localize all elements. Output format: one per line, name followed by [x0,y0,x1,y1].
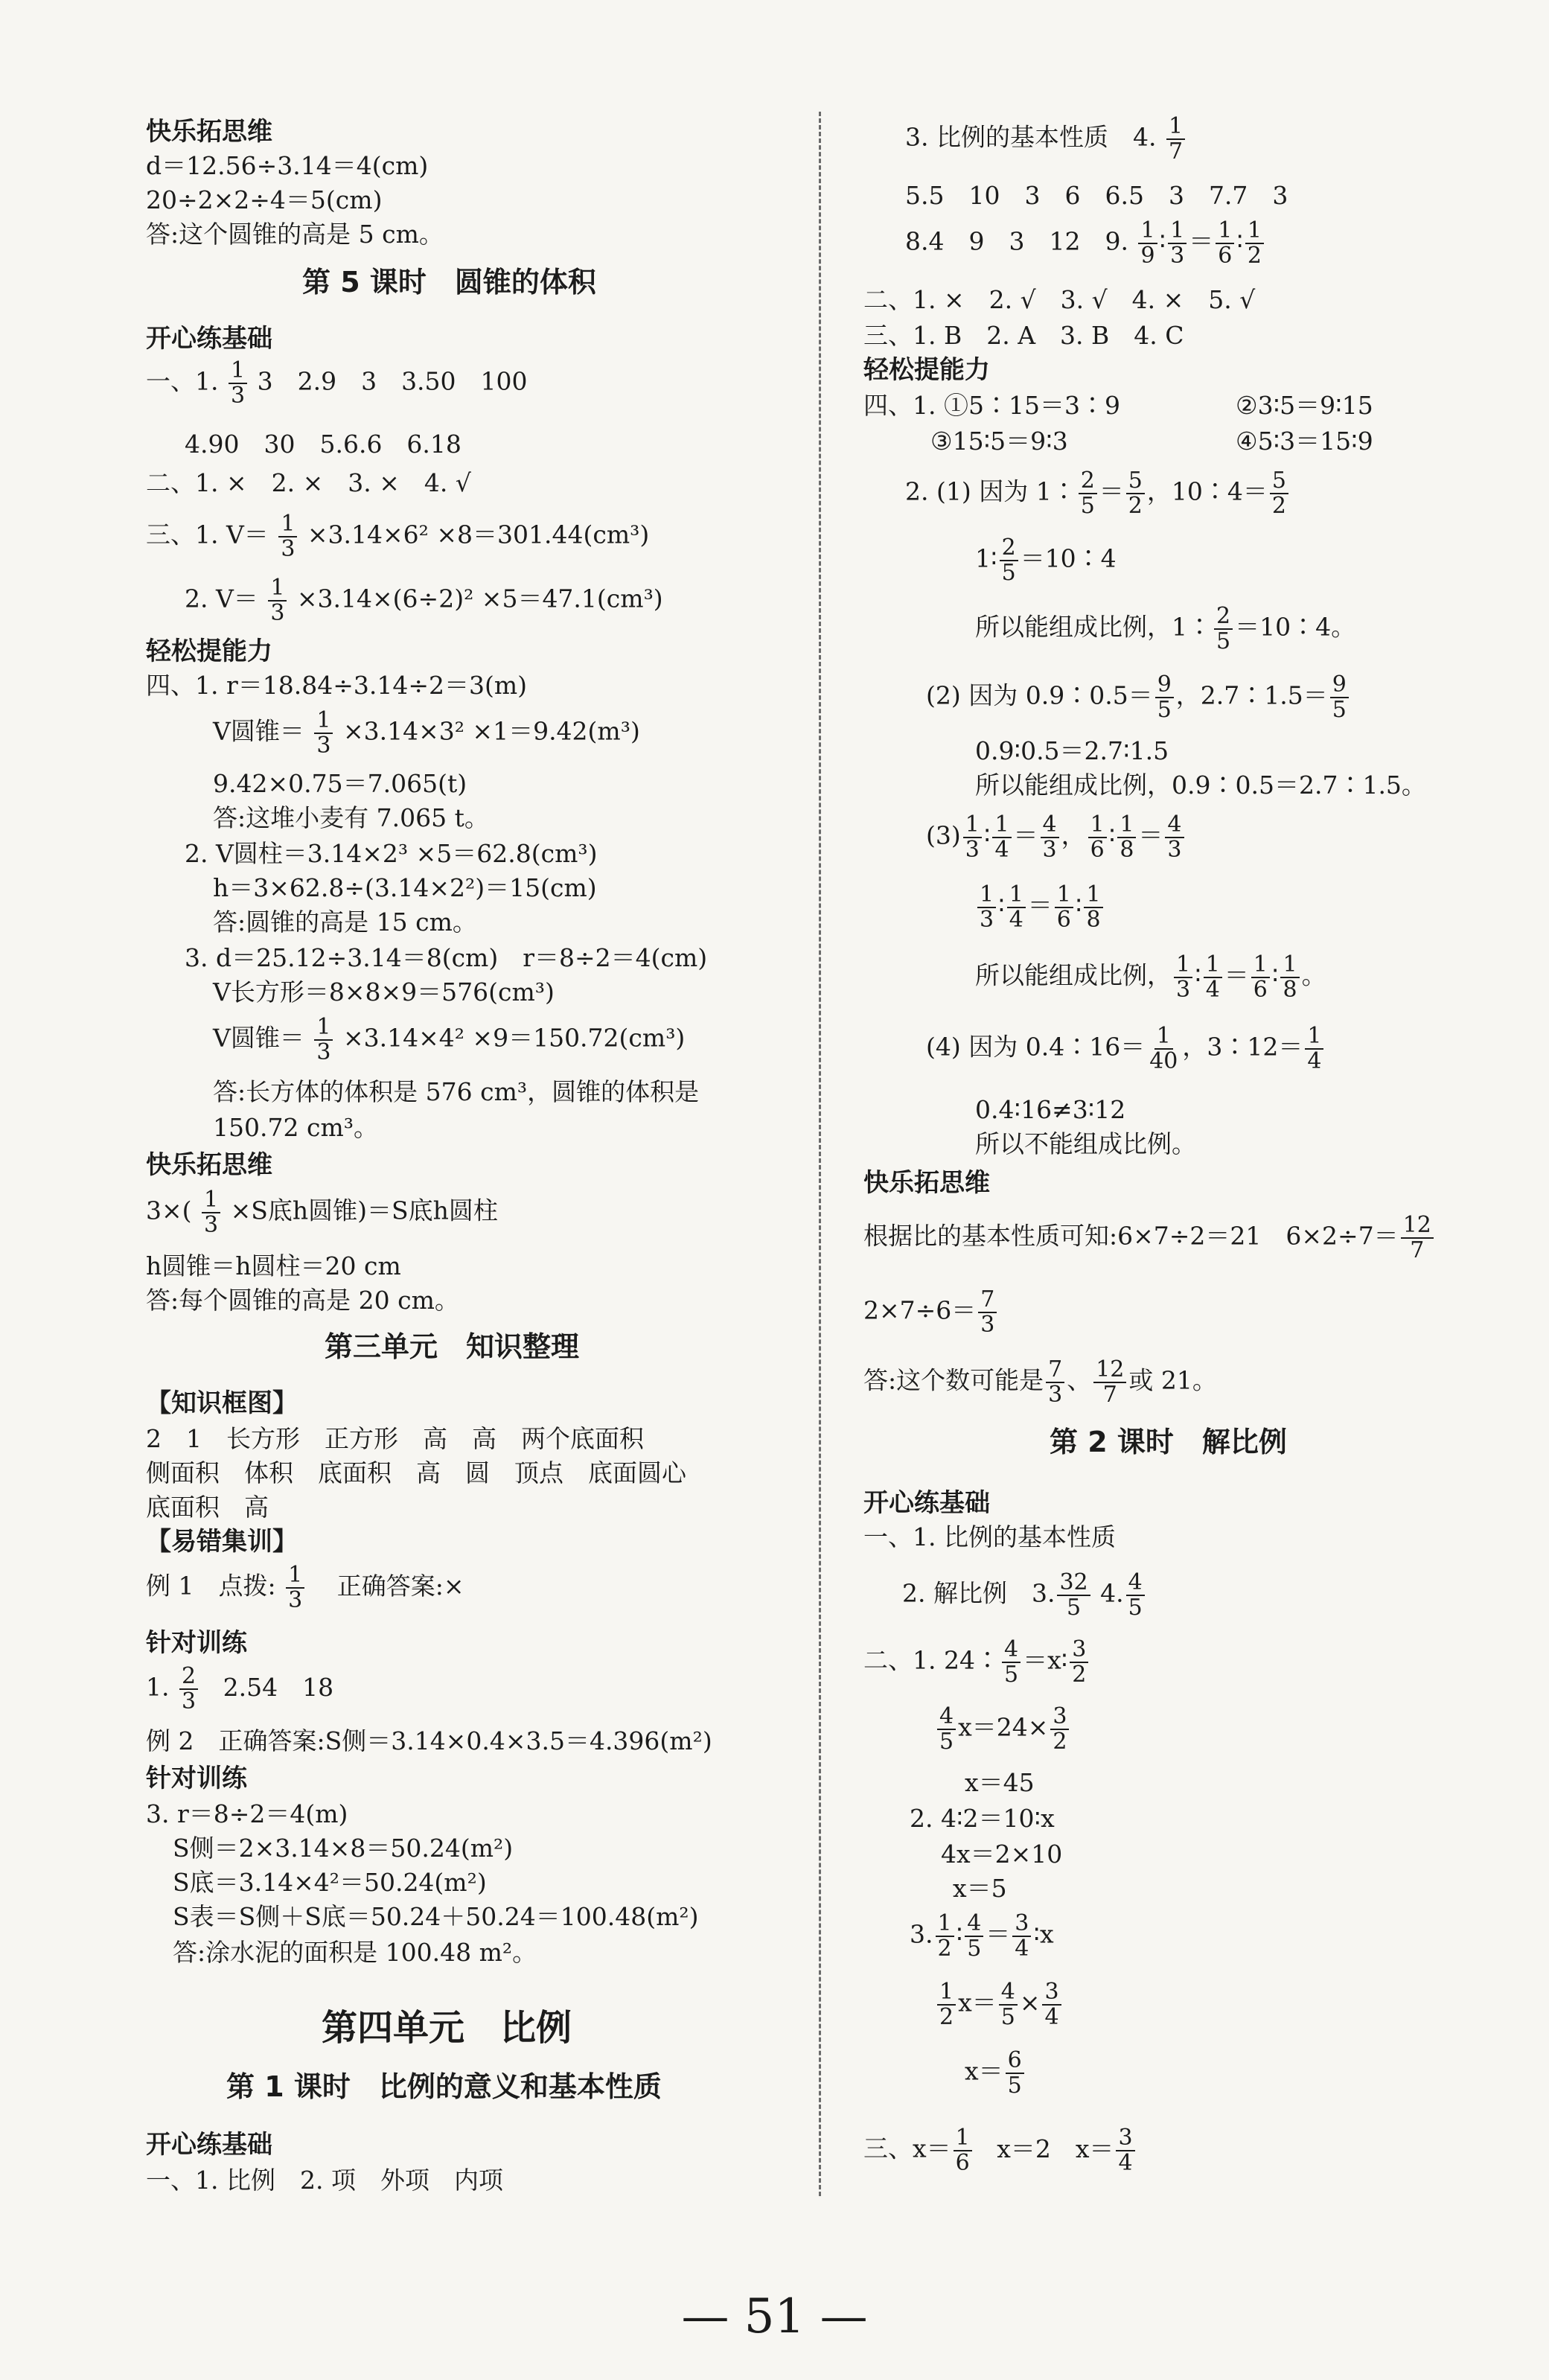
fraction: $\frac{5}{2}$ [1270,469,1288,517]
fraction: $\frac{4}{5}$ [1126,1571,1145,1619]
answer-line: h＝3×62.8÷(3.14×2²)＝15(cm) [213,873,597,902]
fraction: $\frac{1}{8}$ [1117,813,1136,861]
section-heading: 轻松提能力 [863,355,990,385]
fraction: $\frac{2}{5}$ [1214,604,1233,653]
fraction: $\frac{1}{6}$ [1216,219,1234,267]
answer-line: 所以能组成比例，1∶ $\frac{2}{5}$ ＝10∶4。 [975,603,1356,654]
answer-line: S表＝S侧＋S底＝50.24＋50.24＝100.48(m²) [173,1902,699,1931]
answer-line: V圆锥＝ $\frac{1}{3}$ ×3.14×4² ×9＝150.72(cm³) [213,1014,686,1065]
answer-line: 2 1 长方形 正方形 高 高 两个底面积 [146,1424,644,1453]
page-number: — 51 — [681,2289,868,2344]
fraction: $\frac{3}{4}$ [1116,2126,1134,2175]
fraction: $\frac{1}{3}$ [1174,953,1192,1001]
answer-line: 3. d＝25.12÷3.14＝8(cm) r＝8÷2＝4(cm) [185,943,708,972]
answer-line: 四、1. r＝18.84÷3.14÷2＝3(m) [146,671,528,700]
unit-title: 第四单元 比例 [322,2007,572,2049]
section-heading: 轻松提能力 [146,637,272,666]
answer-line: 3. $\frac{1}{2}$ ∶ $\frac{4}{5}$ ＝ $\frac{3}{4}$ ∶x [910,1910,1054,1962]
answer-line: (3) $\frac{1}{3}$ ∶ $\frac{1}{4}$ ＝ $\frac{4}{3}$ ， $\frac{1}{6}$ ∶ $\frac{1}{8}$ ＝ $\frac{4}{3}$ [926,813,1186,861]
fraction: $\frac{1}{6}$ [1251,953,1270,1001]
answer-line: x＝5 [953,1874,1007,1903]
fraction: $\frac{9}{5}$ [1330,673,1349,721]
fraction: $\frac{1}{3}$ [977,883,996,931]
lesson-title: 第 1 课时 比例的意义和基本性质 [226,2070,662,2103]
answer-line: 答:这个圆锥的高是 5 cm。 [146,220,444,249]
answer-line: 三、1. V＝ $\frac{1}{3}$ ×3.14×6² ×8＝301.44(cm³) [146,511,650,562]
fraction: $\frac{2}{3}$ [179,1665,198,1713]
answer-line: 2. 解比例 3. $\frac{32}{5}$ 4. $\frac{4}{5}$ [902,1571,1147,1619]
section-heading: 快乐拓思维 [146,117,272,147]
answer-line: 一、1. 比例的基本性质 [863,1522,1116,1551]
fraction: $\frac{1}{3}$ [1168,219,1186,267]
fraction: $\frac{1}{4}$ [1305,1024,1323,1073]
fraction: $\frac{1}{3}$ [963,813,982,861]
fraction: $\frac{1}{4}$ [1204,953,1222,1001]
answer-line: 答:圆锥的高是 15 cm。 [213,907,477,937]
fraction: $\frac{1}{4}$ [992,813,1011,861]
answer-line: V长方形＝8×8×9＝576(cm³) [213,977,555,1006]
answer-line: x＝45 [965,1768,1035,1797]
fraction: $\frac{1}{6}$ [954,2126,972,2175]
fraction: $\frac{2}{5}$ [1000,536,1018,584]
answer-line: 0.9∶0.5＝2.7∶1.5 [975,736,1169,765]
answer-line: x＝ $\frac{6}{5}$ [965,2049,1026,2097]
fraction: $\frac{1}{8}$ [1280,953,1299,1001]
section-heading: 针对训练 [146,1764,247,1793]
answer-line: 例 2 正确答案:S侧＝3.14×0.4×3.5＝4.396(m²) [146,1726,712,1755]
fraction: $\frac{4}{5}$ [1002,1638,1021,1686]
answer-line: S底＝3.14×4²＝50.24(m²) [173,1868,487,1897]
answer-line: d＝12.56÷3.14＝4(cm) [146,151,429,180]
section-heading: 开心练基础 [146,324,272,354]
answer-line: 4x＝2×10 [941,1840,1063,1869]
fraction: $\frac{1}{3}$ [314,1015,333,1064]
fraction: $\frac{1}{2}$ [936,1912,954,1960]
answer-line: 所以不能组成比例。 [975,1129,1196,1158]
fraction: $\frac{3}{4}$ [1012,1912,1031,1960]
fraction: $\frac{1}{3}$ [278,512,297,561]
answer-line: 3. 比例的基本性质 4. $\frac{1}{7}$ [905,115,1187,163]
answer-line: (4) 因为 0.4∶16＝ $\frac{1}{40}$ ，3∶12＝ $\frac{1}{4}$ [926,1024,1326,1073]
answer-line: 一、1. 比例 2. 项 外项 内项 [146,2166,503,2195]
fraction: $\frac{1}{3}$ [229,359,247,407]
fraction: $\frac{3}{4}$ [1042,1980,1061,2029]
fraction: $\frac{1}{8}$ [1084,883,1102,931]
answer-line: S侧＝2×3.14×8＝50.24(m²) [173,1834,514,1863]
fraction: $\frac{1}{3}$ [314,709,333,757]
fraction: $\frac{5}{2}$ [1126,469,1145,517]
fraction: $\frac{1}{4}$ [1007,883,1026,931]
answer-line: 0.4∶16≠3∶12 [975,1095,1126,1124]
fraction: $\frac{1}{2}$ [937,1980,956,2029]
fraction: $\frac{32}{5}$ [1057,1571,1090,1619]
answer-line: V圆锥＝ $\frac{1}{3}$ ×3.14×3² ×1＝9.42(m³) [213,707,640,759]
fraction: $\frac{7}{3}$ [978,1288,997,1336]
answer-line: 所以能组成比例， $\frac{1}{3}$ ∶ $\frac{1}{4}$ ＝ $\frac{1}{6}$ ∶ $\frac{1}{8}$ 。 [975,951,1326,1003]
fraction: $\frac{4}{5}$ [937,1705,956,1753]
answer-line: ②3∶5＝9∶15 [1236,391,1373,420]
answer-line: (2) 因为 0.9∶0.5＝ $\frac{9}{5}$ ，2.7∶1.5＝ $\frac{9}{5}$ [926,673,1351,721]
answer-line: 三、1. B 2. A 3. B 4. C [863,321,1184,350]
fraction: $\frac{1}{9}$ [1138,219,1157,267]
fraction: $\frac{3}{2}$ [1070,1638,1088,1686]
answer-line: ③15∶5＝9∶3 [930,427,1068,456]
answer-line: 答:涂水泥的面积是 100.48 m²。 [173,1938,537,1967]
answer-line: 1∶ $\frac{2}{5}$ ＝10∶4 [975,535,1117,586]
fraction: $\frac{3}{2}$ [1050,1705,1069,1753]
fraction: $\frac{1}{7}$ [1166,115,1185,163]
answer-line: 1. $\frac{2}{3}$ 2.54 18 [146,1663,334,1714]
answer-line: 答:这个数可能是 $\frac{7}{3}$ 、 $\frac{12}{7}$ 或 21。 [863,1356,1217,1408]
fraction: $\frac{12}{7}$ [1093,1358,1126,1406]
answer-line: 5.5 10 3 6 6.5 3 7.7 3 [905,181,1288,210]
answer-line: 二、1. × 2. √ 3. √ 4. × 5. √ [863,285,1256,314]
lesson-title: 第 5 课时 圆锥的体积 [302,266,596,299]
answer-line: 150.72 cm³。 [213,1113,378,1142]
answer-line: 二、1. 24∶ $\frac{4}{5}$ ＝x∶ $\frac{3}{2}$ [863,1638,1090,1686]
answer-line: 3. r＝8÷2＝4(m) [146,1799,348,1828]
fraction: $\frac{1}{6}$ [1088,813,1107,861]
answer-line: ④5∶3＝15∶9 [1236,427,1373,456]
fraction: $\frac{1}{2}$ [1245,219,1264,267]
fraction: $\frac{1}{3}$ [202,1188,220,1237]
section-heading: 快乐拓思维 [146,1150,272,1180]
answer-line: 底面积 高 [146,1493,269,1522]
answer-line: 3×( $\frac{1}{3}$ ×S底h圆锥)＝S底h圆柱 [146,1187,498,1238]
answer-line: 答:这堆小麦有 7.065 t。 [213,803,489,832]
fraction: $\frac{4}{3}$ [1041,813,1059,861]
section-heading: 快乐拓思维 [863,1168,990,1198]
answer-line: 9.42×0.75＝7.065(t) [213,769,467,798]
answer-line: 2. 4∶2＝10∶x [910,1804,1055,1833]
answer-line: 4.90 30 5.6.6 6.18 [185,430,461,459]
answer-line: 2×7÷6＝ $\frac{7}{3}$ [863,1288,999,1336]
answer-line: 二、1. × 2. × 3. × 4. √ [146,468,471,497]
fraction: $\frac{4}{3}$ [1165,813,1184,861]
answer-line: 2. V圆柱＝3.14×2³ ×5＝62.8(cm³) [185,839,598,868]
answer-line: 2. V＝ $\frac{1}{3}$ ×3.14×(6÷2)² ×5＝47.1(cm³) [185,575,663,626]
fraction: $\frac{4}{5}$ [999,1980,1018,2029]
answer-line: h圆锥＝h圆柱＝20 cm [146,1251,401,1280]
answer-line: $\frac{1}{3}$ ∶ $\frac{1}{4}$ ＝ $\frac{1}{6}$ ∶ $\frac{1}{8}$ [975,883,1105,931]
answer-line: 20÷2×2÷4＝5(cm) [146,185,383,214]
answer-line: 答:长方体的体积是 576 cm³，圆锥的体积是 [213,1077,700,1106]
fraction: $\frac{1}{3}$ [268,576,287,625]
unit-title: 第三单元 知识整理 [325,1330,580,1363]
fraction: $\frac{2}{5}$ [1079,469,1097,517]
answer-line: 例 1 点拨: $\frac{1}{3}$ 正确答案:× [146,1562,464,1613]
fraction: $\frac{4}{5}$ [965,1912,983,1960]
section-heading: 针对训练 [146,1628,247,1658]
answer-line: 根据比的基本性质可知:6×7÷2＝21 6×2÷7＝ $\frac{12}{7}$ [863,1213,1436,1262]
answer-line: $\frac{1}{2}$ x＝ $\frac{4}{5}$ × $\frac{3}{4}$ [935,1980,1064,2029]
column-divider [819,112,821,2196]
fraction: $\frac{1}{40}$ [1149,1023,1178,1074]
answer-line: 四、1. ①5∶15＝3∶9 [863,391,1120,420]
answer-line: $\frac{4}{5}$ x＝24× $\frac{3}{2}$ [935,1705,1071,1753]
section-heading: 开心练基础 [863,1488,990,1518]
answer-line: 8.4 9 3 12 9. $\frac{1}{9}$ ∶ $\frac{1}{3}$ ＝ $\frac{1}{6}$ ∶ $\frac{1}{2}$ [905,219,1266,267]
section-heading: 【易错集训】 [146,1527,298,1557]
answer-line: 所以能组成比例，0.9∶0.5＝2.7∶1.5。 [975,771,1426,800]
answer-line: 三、x＝ $\frac{1}{6}$ x＝2 x＝ $\frac{3}{4}$ [863,2126,1137,2175]
answer-line: 2. (1) 因为 1∶ $\frac{2}{5}$ ＝ $\frac{5}{2}$ ，10∶4＝ $\frac{5}{2}$ [905,469,1291,517]
answer-line [146,359,528,407]
fraction: $\frac{12}{7}$ [1401,1213,1434,1262]
fraction: $\frac{7}{3}$ [1046,1358,1064,1406]
answer-line: 答:每个圆锥的高是 20 cm。 [146,1286,459,1315]
section-heading: 开心练基础 [146,2130,272,2160]
section-heading: 【知识框图】 [146,1388,298,1418]
fraction: $\frac{6}{5}$ [1006,2049,1024,2097]
fraction: $\frac{1}{6}$ [1055,883,1073,931]
lesson-title: 第 2 课时 解比例 [1050,1426,1287,1458]
fraction: $\frac{1}{3}$ [286,1563,304,1612]
answer-line: 侧面积 体积 底面积 高 圆 顶点 底面圆心 [146,1458,686,1487]
fraction: $\frac{9}{5}$ [1155,673,1174,721]
item-prefix: 一、1. [146,366,219,396]
item-text: 3 2.9 3 3.50 100 [257,366,528,396]
